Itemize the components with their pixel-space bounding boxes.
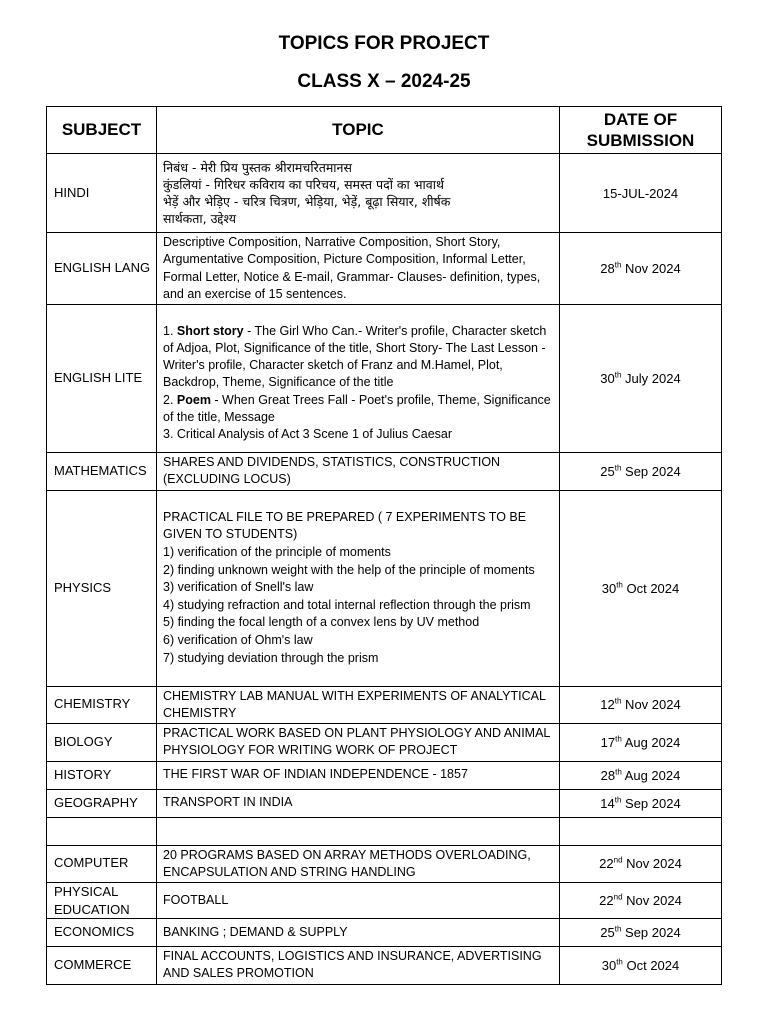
topic-line: कुंडलियां - गिरिधर कविराय का परिचय, समस्त पदों का भावार्थ: [163, 176, 444, 192]
date-cell: 28th Aug 2024: [560, 761, 722, 789]
topic-line: 1) verification of the principle of moments: [163, 544, 391, 559]
subject-cell: ENGLISH LANG: [47, 233, 157, 305]
topic-line: 2) finding unknown weight with the help of the principle of moments: [163, 562, 535, 577]
document-subtitle: CLASS X – 2024-25: [297, 71, 471, 92]
topic-line: 3) verification of Snell's law: [163, 580, 314, 595]
date-cell: 22nd Nov 2024: [560, 883, 722, 919]
table-row: [47, 686, 722, 724]
subject-cell: PHYSICS: [47, 490, 157, 686]
topic-cell: FINAL ACCOUNTS, LOGISTICS AND INSURANCE, ADVERTISING AND SALES PROMOTION: [157, 947, 560, 985]
table-row: [47, 845, 722, 883]
topic-cell: PRACTICAL WORK BASED ON PLANT PHYSIOLOGY AND ANIMAL PHYSIOLOGY FOR WRITING WORK OF PROJECT: [157, 724, 560, 762]
topic-cell: [157, 305, 560, 453]
subject-cell: CHEMISTRY: [47, 686, 157, 724]
date-cell: [560, 817, 722, 845]
date-cell: 15-JUL-2024: [560, 154, 722, 233]
date-cell: 25th Sep 2024: [560, 919, 722, 947]
topic-line: भेड़ें और भेड़िए - चरित्र चित्रण, भेड़िया, भेड़ें, बूढ़ा सियार, शीर्षक: [163, 194, 451, 209]
table-header-row: [47, 107, 722, 154]
topic-cell: THE FIRST WAR OF INDIAN INDEPENDENCE - 1857: [157, 761, 560, 789]
subject-cell: MATHEMATICS: [47, 453, 157, 491]
subject-cell: COMPUTER: [47, 845, 157, 883]
topic-item: 2. Poem - When Great Trees Fall - Poet's profile, Theme, Significance of the title, Message: [163, 392, 551, 424]
topic-cell: FOOTBALL: [157, 883, 560, 919]
subject-cell: ENGLISH LITE: [47, 305, 157, 453]
date-cell: 30th Oct 2024: [560, 947, 722, 985]
topic-line: 4) studying refraction and total internal reflection through the prism: [163, 597, 531, 612]
date-cell: 30th Oct 2024: [560, 490, 722, 686]
topic-cell: CHEMISTRY LAB MANUAL WITH EXPERIMENTS OF ANALYTICAL CHEMISTRY: [157, 686, 560, 724]
topic-line: 6) verification of Ohm's law: [163, 633, 313, 648]
subject-cell: HISTORY: [47, 761, 157, 789]
subject-cell: HINDI: [47, 154, 157, 233]
header-topic: TOPIC: [157, 107, 560, 154]
table-row: [47, 453, 722, 491]
document-title: TOPICS FOR PROJECT: [278, 33, 490, 54]
topic-cell: BANKING ; DEMAND & SUPPLY: [157, 919, 560, 947]
table-row: [47, 490, 722, 686]
topic-line: निबंध - मेरी प्रिय पुस्तक श्रीरामचरितमानस: [163, 159, 352, 175]
header-subject: SUBJECT: [47, 107, 157, 154]
table-row-empty: [47, 817, 722, 845]
date-cell: 28th Nov 2024: [560, 233, 722, 305]
topic-cell: TRANSPORT IN INDIA: [157, 789, 560, 817]
table-row: [47, 233, 722, 305]
table-row: [47, 761, 722, 789]
topic-cell: SHARES AND DIVIDENDS, STATISTICS, CONSTRUCTION (EXCLUDING LOCUS): [157, 453, 560, 491]
topic-cell: Descriptive Composition, Narrative Composition, Short Story, Argumentative Composition, Picture Composition, Informal Letter, Formal Letter, Notice & E-mail, Grammar- Clauses- definition, types, and an exercise of 15 sentences.: [157, 233, 560, 305]
table-row: [47, 724, 722, 762]
topic-cell: 20 PROGRAMS BASED ON ARRAY METHODS OVERLOADING, ENCAPSULATION AND STRING HANDLING: [157, 845, 560, 883]
table-row: [47, 919, 722, 947]
table-row: [47, 154, 722, 233]
table-row: [47, 789, 722, 817]
topic-cell: [157, 817, 560, 845]
subject-cell: BIOLOGY: [47, 724, 157, 762]
date-cell: 30th July 2024: [560, 305, 722, 453]
topic-cell: [157, 154, 560, 233]
table-row: [47, 305, 722, 453]
topic-item: 1. Short story - The Girl Who Can.- Writer's profile, Character sketch of Adjoa, Plot, Significance of the title, Short Story- The Last Lesson - Writer's profile, Character sketch of Franz and M.Hamel, Plot, Backdrop, Theme, Significance of the title: [163, 323, 547, 390]
date-cell: 25th Sep 2024: [560, 453, 722, 491]
topic-line: PRACTICAL FILE TO BE PREPARED ( 7 EXPERIMENTS TO BE GIVEN TO STUDENTS): [163, 509, 527, 542]
date-cell: 17th Aug 2024: [560, 724, 722, 762]
subject-cell: [47, 817, 157, 845]
topic-item: 3. Critical Analysis of Act 3 Scene 1 of Julius Caesar: [163, 427, 453, 442]
subject-cell: GEOGRAPHY: [47, 789, 157, 817]
header-date: DATE OF SUBMISSION: [560, 107, 722, 154]
topic-line: 5) finding the focal length of a convex lens by UV method: [163, 615, 480, 630]
subject-cell: ECONOMICS: [47, 919, 157, 947]
subject-cell: COMMERCE: [47, 947, 157, 985]
date-cell: 12th Nov 2024: [560, 686, 722, 724]
topic-cell: [157, 490, 560, 686]
date-cell: 22nd Nov 2024: [560, 845, 722, 883]
date-cell: 14th Sep 2024: [560, 789, 722, 817]
topic-line: 7) studying deviation through the prism: [163, 650, 379, 665]
table-row: [47, 947, 722, 985]
topic-line: सार्थकता, उद्देश्य: [163, 211, 237, 227]
project-topics-table: [46, 106, 722, 985]
subject-cell: PHYSICAL EDUCATION: [47, 883, 157, 919]
table-row: [47, 883, 722, 919]
